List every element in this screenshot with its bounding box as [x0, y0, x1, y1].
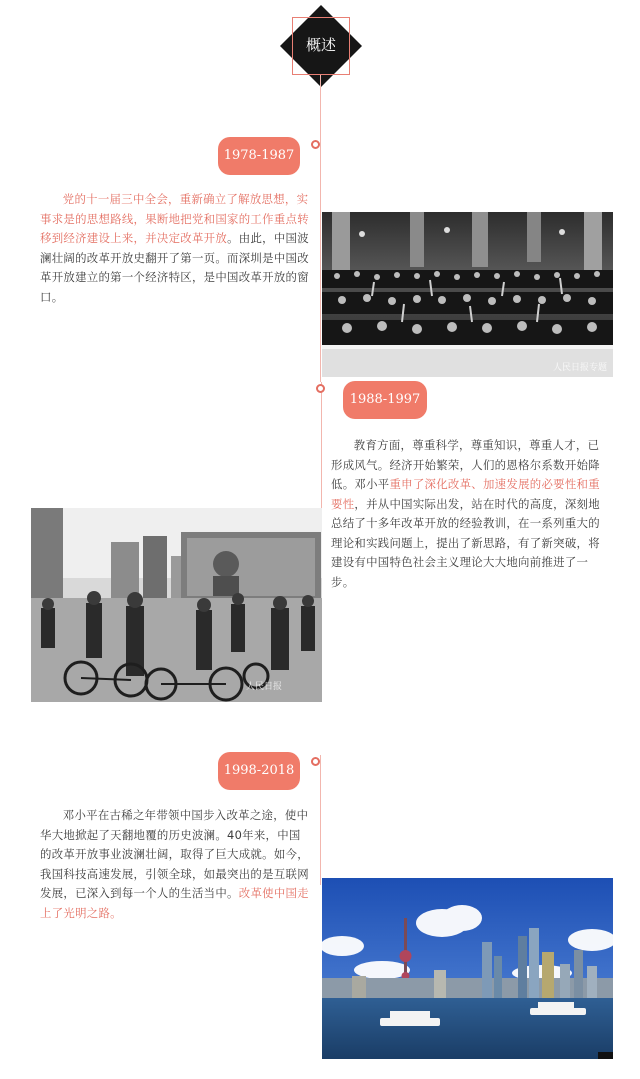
- timeline-line: [320, 755, 321, 885]
- highlight-text: 重申了深化改革、加速发展的必要性和重要性: [331, 477, 600, 511]
- body-text: 教育方面，尊重科学，尊重知识，尊重人才，已形成风气。经济开始繁荣，人们的恩格尔系数开始降低。邓小平: [331, 438, 600, 491]
- photo-caption: 人民日报: [245, 682, 282, 692]
- year-badge: 1998-2018: [218, 752, 300, 790]
- photo-street-bicycles: [31, 508, 322, 702]
- timeline-dot: [311, 757, 320, 766]
- photo-caption: 人民日报专题: [552, 363, 607, 373]
- page-title: 概述: [305, 36, 336, 54]
- body-text: 邓小平在古稀之年带领中国步入改革之途，使中华大地掀起了天翻地覆的历史波澜。40年来，中国的改革开放事业波澜壮阔，取得了巨大成就。如今，我国科技高速发展，引领全球，如最突出的是互联网发展，已深入到每一个人的生活当中。: [40, 808, 309, 900]
- body-text: ，并从中国实际出发，站在时代的高度，深刻地总结了十多年改革开放的经验教训，在一系列重大的理论和实践问题上，提出了新思路，有了新突破，将建设有中国特色社会主义理论大大地向前推进了一步。: [331, 496, 600, 589]
- photo-city-skyline: [322, 878, 613, 1059]
- year-badge: 1988-1997: [343, 381, 427, 419]
- highlight-text: 党的十一届三中全会，重新确立了解放思想，实事求是的思想路线，果断地把党和国家的工作重点转移到经济建设上来，并决定改革开放: [40, 192, 309, 245]
- timeline-dot: [316, 384, 325, 393]
- timeline-dot: [311, 140, 320, 149]
- section-1-text: [40, 190, 311, 307]
- section-3-text: [40, 806, 311, 923]
- section-2-text: [331, 436, 602, 592]
- highlight-text: 改革使中国走上了光明之路。: [40, 886, 309, 920]
- photo-meeting-hall: [322, 212, 613, 377]
- body-text: 。由此，中国波澜壮阔的改革开放史翻开了第一页。而深圳是中国改革开放建立的第一个经济特区，是中国改革开放的窗口。: [40, 231, 309, 304]
- year-badge: 1978-1987: [218, 137, 300, 175]
- timeline-line: [320, 75, 321, 382]
